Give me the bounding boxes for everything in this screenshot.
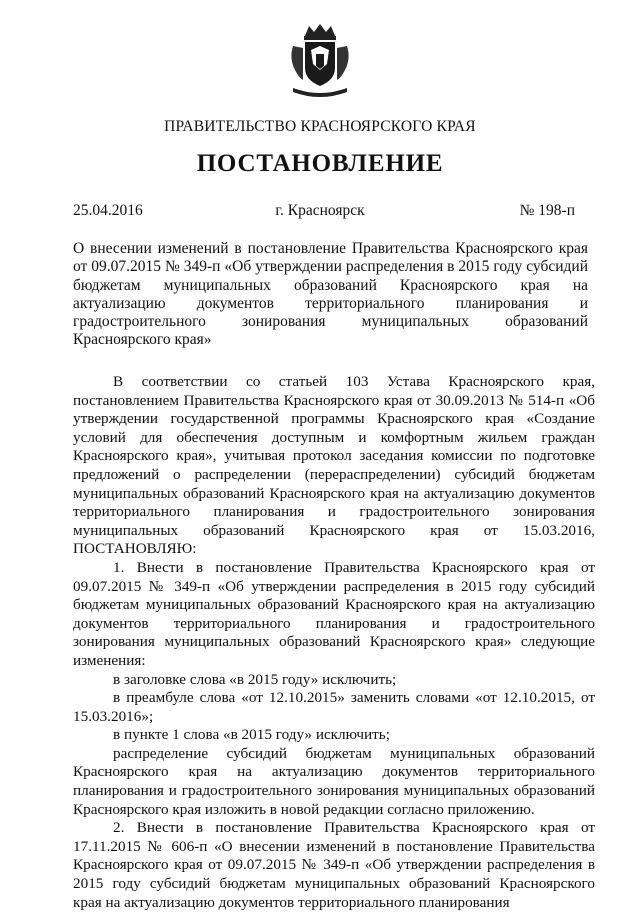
paragraph-change-title: в заголовке слова «в 2015 году» исключить; xyxy=(113,670,397,688)
coat-of-arms-icon xyxy=(287,24,353,100)
paragraph-item-1: 1. Внести в постановление Правительства Красноярского края от 09.07.2015 № 349-п «Об утверждении распределения в 2015 году субсидий бюджетам муниципальных образований Красноярского края на актуализацию документов территориального планирования и градостроительного зонирования муниципальных образований Красноярского края» следующие изменения: xyxy=(73,558,595,669)
paragraph-change-preamble: в преамбуле слова «от 12.10.2015» заменить словами «от 12.10.2015, от 15.03.2016»; xyxy=(73,689,595,725)
document-date: 25.04.2016 xyxy=(73,202,143,219)
document-subject: О внесении изменений в постановление Правительства Красноярского края от 09.07.2015 № 349-п «Об утверждении распределения в 2015 году субсидий бюджетам муниципальных образований Красноярского края на актуализацию документов территориального планирования и градостроительного зонирования муниципальных образований Красноярского края» xyxy=(73,240,588,349)
document-number: № 198-п xyxy=(519,202,575,219)
paragraph-change-point-1: в пункте 1 слова «в 2015 году» исключить; xyxy=(113,726,390,744)
paragraph-item-2: 2. Внести в постановление Правительства Красноярского края от 17.11.2015 № 606-п «О внесении изменений в постановление Правительства Красноярского края от 09.07.2015 № 349-п «Об утверждении распределения в 2015 году субсидий бюджетам муниципальных образований Красноярского края на актуализацию документов территориального планирования xyxy=(73,819,595,911)
document-city: г. Красноярск xyxy=(275,202,365,219)
document-title: ПОСТАНОВЛЕНИЕ xyxy=(196,150,444,177)
document-body xyxy=(73,373,595,912)
paragraph-preamble: В соответствии со статьей 103 Устава Красноярского края, постановлением Правительства Красноярского края от 30.09.2013 № 514-п «Об утверждении государственной программы Красноярского края «Создание условий для обеспечения доступным и комфортным жильем граждан Красноярского края», учитывая протокол заседания комиссии по подготовке предложений о распределении (перераспределении) субсидий бюджетам муниципальных образований Красноярского края на актуализацию документов территориального планирования и градостроительного зонирования муниципальных образований Красноярского края от 15.03.2016, ПОСТАНОВЛЯЮ: xyxy=(73,373,595,558)
government-name: ПРАВИТЕЛЬСТВО КРАСНОЯРСКОГО КРАЯ xyxy=(164,118,476,135)
paragraph-change-distribution: распределение субсидий бюджетам муниципальных образований Красноярского края на актуализацию документов территориального планирования и градостроительного зонирования муниципальных образований Красноярского края изложить в новой редакции согласно приложению. xyxy=(73,744,595,818)
